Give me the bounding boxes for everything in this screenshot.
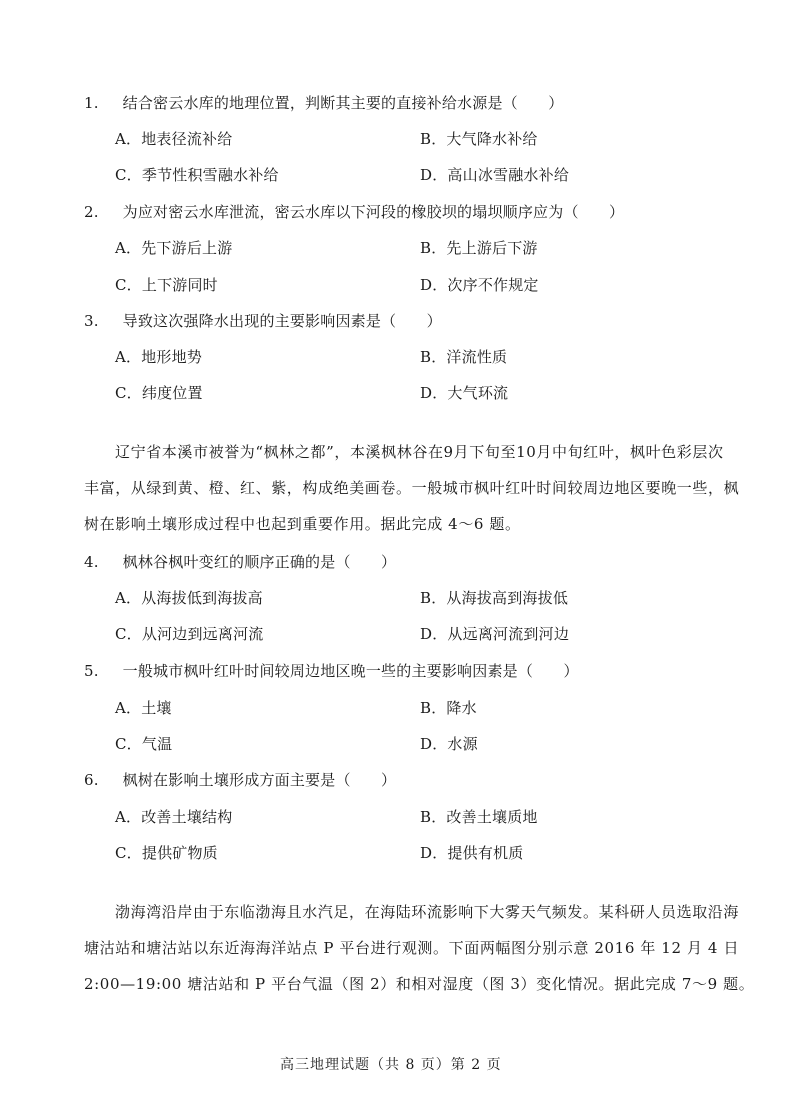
question-number: 2. xyxy=(84,203,99,221)
option-b: B．降水 xyxy=(420,699,477,717)
option-a: A．改善土壤结构 xyxy=(115,808,233,826)
passage-line: 辽宁省本溪市被誉为“枫林之都”，本溪枫林谷在9月下旬至10月中旬红叶，枫叶色彩层次 xyxy=(115,443,724,461)
question-number: 3. xyxy=(84,312,99,330)
option-a: A．土壤 xyxy=(115,699,172,717)
question-number: 5. xyxy=(84,662,99,680)
option-d: D．高山冰雪融水补给 xyxy=(420,166,570,184)
question-number: 1. xyxy=(84,94,99,112)
question-stem: 枫林谷枫叶变红的顺序正确的是（ ） xyxy=(122,553,397,571)
option-d: D．次序不作规定 xyxy=(420,276,539,294)
question-3 xyxy=(84,310,442,331)
option-a: A．地表径流补给 xyxy=(115,130,233,148)
option-c: C．上下游同时 xyxy=(115,276,218,294)
option-b: B．从海拔高到海拔低 xyxy=(420,589,569,607)
page-footer: 高三地理试题（共 8 页）第 2 页 xyxy=(280,1057,502,1073)
question-number: 4. xyxy=(84,553,99,571)
question-6 xyxy=(84,769,396,790)
passage-line: 丰富，从绿到黄、橙、红、紫，构成绝美画卷。一般城市枫叶红叶时间较周边地区要晚一些，枫 xyxy=(84,479,740,497)
question-stem: 结合密云水库的地理位置，判断其主要的直接补给水源是（ ） xyxy=(122,94,564,112)
passage-line: 树在影响土壤形成过程中也起到重要作用。据此完成 4～6 题。 xyxy=(84,515,521,533)
option-c: C．纬度位置 xyxy=(115,384,203,402)
question-5 xyxy=(84,660,579,681)
passage-line: 塘沽站和塘沽站以东近海海洋站点 P 平台进行观测。下面两幅图分别示意 2016 年 12 月 4 日 xyxy=(84,939,740,957)
option-c: C．气温 xyxy=(115,735,173,753)
question-4 xyxy=(84,551,396,572)
option-a: A．先下游后上游 xyxy=(115,239,233,257)
option-c: C．从河边到远离河流 xyxy=(115,625,264,643)
option-d: D．水源 xyxy=(420,735,478,753)
question-stem: 导致这次强降水出现的主要影响因素是（ ） xyxy=(122,312,442,330)
question-1 xyxy=(84,92,563,113)
passage-line: 渤海湾沿岸由于东临渤海且水汽足，在海陆环流影响下大雾天气频发。某科研人员选取沿海 xyxy=(115,903,740,921)
option-d: D．从远离河流到河边 xyxy=(420,625,570,643)
option-d: D．提供有机质 xyxy=(420,844,524,862)
option-a: A．从海拔低到海拔高 xyxy=(115,589,263,607)
option-b: B．先上游后下游 xyxy=(420,239,538,257)
question-2 xyxy=(84,201,624,222)
option-c: C．提供矿物质 xyxy=(115,844,218,862)
option-b: B．大气降水补给 xyxy=(420,130,538,148)
option-b: B．改善土壤质地 xyxy=(420,808,538,826)
question-stem: 枫树在影响土壤形成方面主要是（ ） xyxy=(122,771,397,789)
option-c: C．季节性积雪融水补给 xyxy=(115,166,279,184)
option-d: D．大气环流 xyxy=(420,384,509,402)
question-number: 6. xyxy=(84,771,99,789)
option-a: A．地形地势 xyxy=(115,348,203,366)
question-stem: 为应对密云水库泄流，密云水库以下河段的橡胶坝的塌坝顺序应为（ ） xyxy=(122,203,625,221)
option-b: B．洋流性质 xyxy=(420,348,508,366)
passage-line: 2:00—19:00 塘沽站和 P 平台气温（图 2）和相对湿度（图 3）变化情况。据此完成 7～9 题。 xyxy=(84,975,755,993)
question-stem: 一般城市枫叶红叶时间较周边地区晚一些的主要影响因素是（ ） xyxy=(122,662,579,680)
